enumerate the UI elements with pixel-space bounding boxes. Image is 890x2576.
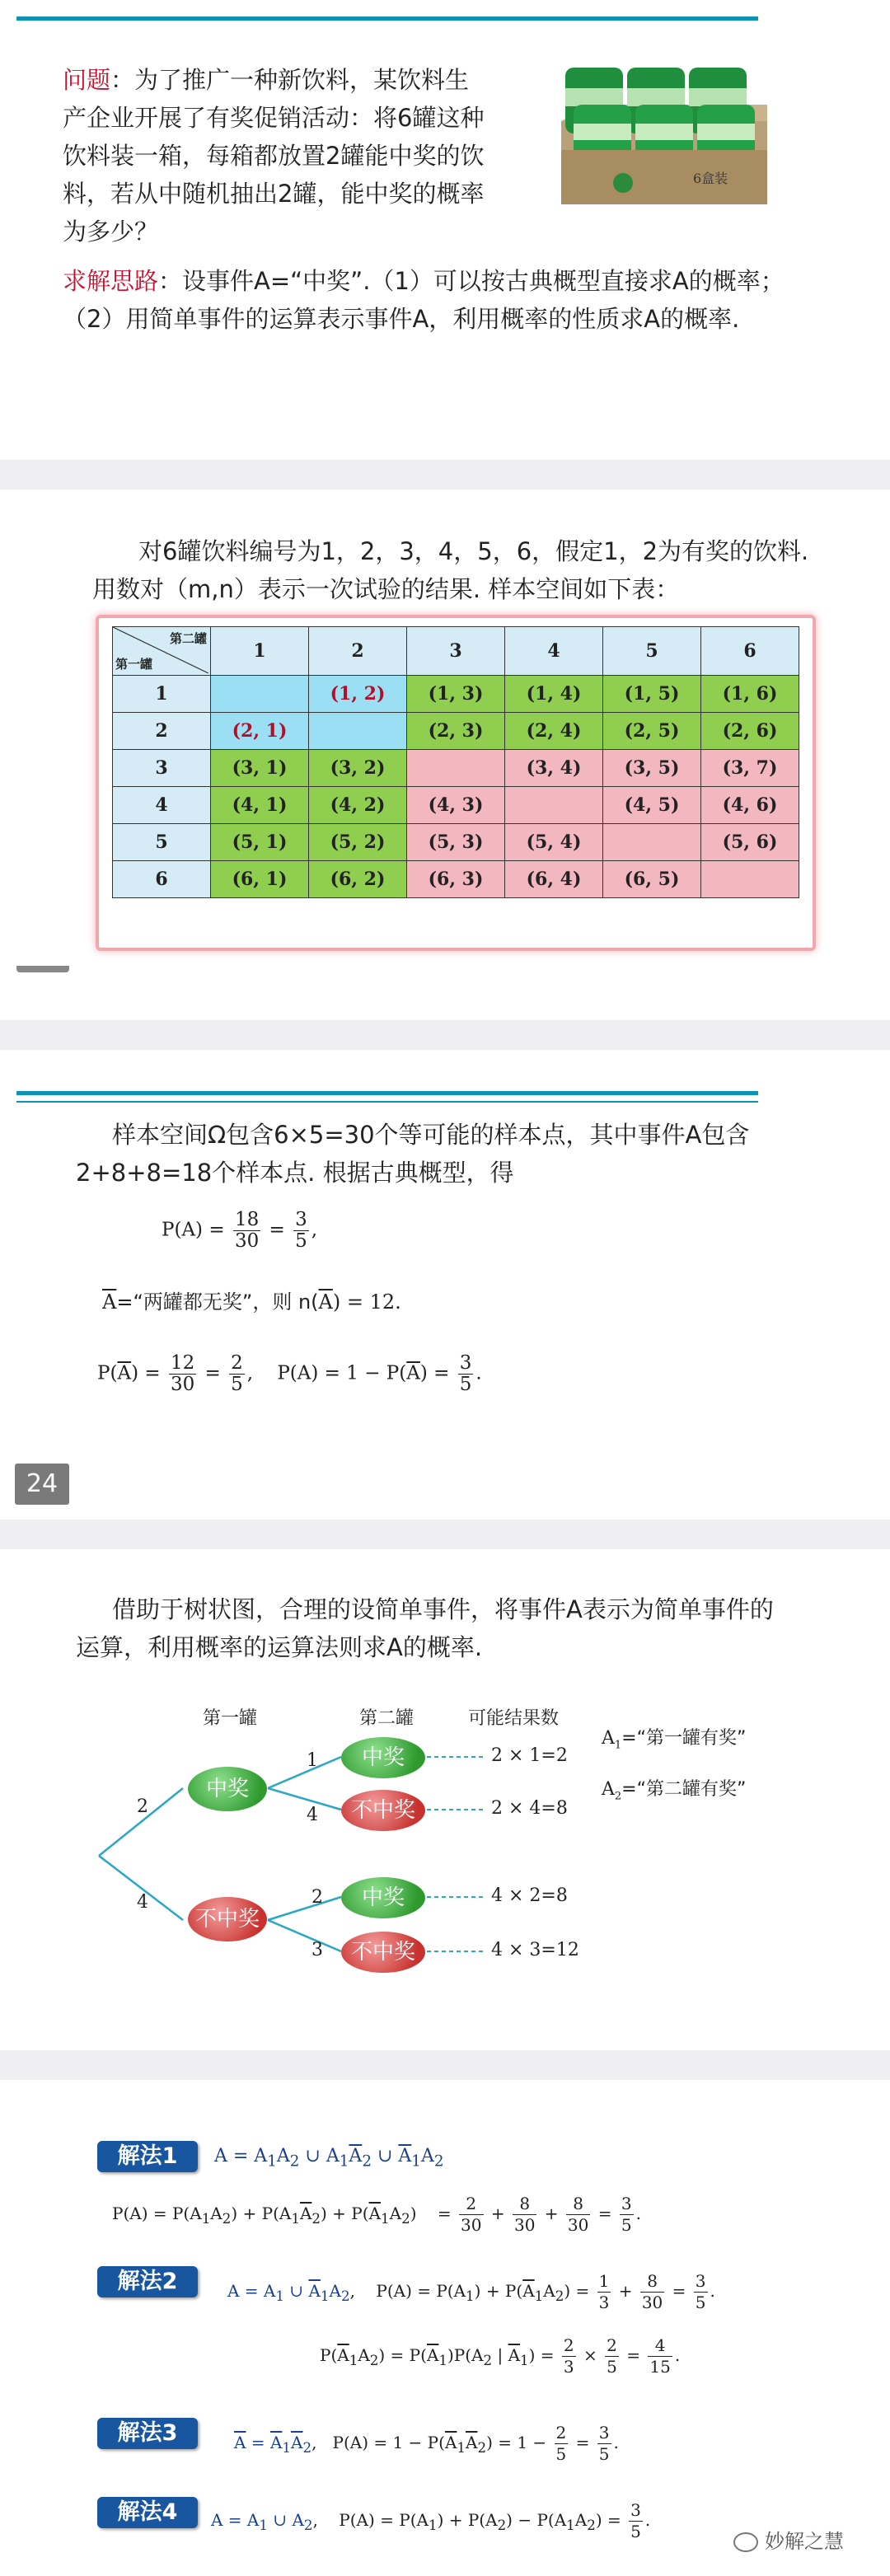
slide-classical-probability [0, 1050, 890, 1520]
column-label-results: 可能结果数 [468, 1708, 560, 1729]
denominator: 30 [170, 1374, 195, 1395]
table-cell [701, 861, 799, 898]
pa-equation: P(A) = $\frac{18}{30}$ = $\frac{3}{5}$ , [162, 1209, 318, 1252]
method-1-badge: 解法1 [97, 2141, 198, 2172]
table-cell: (1, 2) [309, 676, 407, 713]
abar-text: =“两罐都无奖”，则 n( [116, 1290, 319, 1314]
table-cell: (4, 5) [603, 787, 701, 824]
event-a1-text: =“第一罐有奖” [621, 1728, 747, 1749]
table-cell: (6, 4) [505, 861, 603, 898]
pa-lhs: P(A) = [162, 1219, 225, 1241]
table-cell: (5, 4) [505, 824, 603, 861]
intro-line-2: 用数对（m,n）表示一次试验的结果. 样本空间如下表： [92, 575, 680, 603]
sample-space-table [112, 626, 799, 898]
table-row [113, 713, 799, 750]
slide-separator [0, 460, 890, 489]
method-1-expression: $A = A_1A_2$ ∪ $A_1\overline{A}_2$ ∪ $\overline{A}_1A_2$ [214, 2146, 444, 2171]
result-count: 2 × 4=8 [491, 1798, 568, 1819]
top-rule [16, 1091, 758, 1095]
method-3-badge: 解法3 [97, 2418, 198, 2449]
table-cell [505, 787, 603, 824]
edge-label: 1 [307, 1750, 318, 1771]
table-cell: (1, 6) [701, 676, 799, 713]
numerator: 3 [459, 1352, 472, 1374]
event-a2-definition: $A_2=“$第二罐有奖” [602, 1779, 747, 1803]
table-cell [309, 713, 407, 750]
numerator: 3 [295, 1209, 307, 1230]
abar-text-end: ) = 12. [332, 1290, 401, 1314]
problem-line-1: ：为了推广一种新饮料，某饮料生 [110, 66, 470, 94]
table-header-row [113, 627, 799, 676]
method-4-equation: $A = A_1$ ∪ $A_2$, $P(A) = P(A_1) + P(A_2) - P(A_1A_2)$ = $\frac{3}{5}$ . [211, 2500, 651, 2541]
table-cell: (4, 1) [211, 787, 309, 824]
fraction [458, 1353, 474, 1395]
numerator: 2 [231, 1352, 243, 1374]
table-cell: (1, 5) [603, 676, 701, 713]
row-header: 6 [113, 861, 211, 898]
six-pack-illustration [557, 59, 773, 206]
table-cell: (4, 6) [701, 787, 799, 824]
node-second-lose: 不中奖 [341, 1932, 425, 1973]
table-cell: (5, 6) [701, 824, 799, 861]
text-line-2: 2+8+8=18个样本点. 根据古典概型，得 [76, 1159, 514, 1187]
table-cell: (3, 4) [505, 750, 603, 787]
table-cell [407, 750, 505, 787]
table-cell: (3, 1) [211, 750, 309, 787]
slide-separator [0, 1020, 890, 1050]
denominator: 5 [459, 1374, 472, 1395]
table-cell: (2, 3) [407, 713, 505, 750]
numerator: 18 [234, 1209, 260, 1230]
col-header: 4 [505, 627, 603, 676]
result-count: 4 × 3=12 [491, 1940, 579, 1960]
method-2-equation: $A = A_1$ ∪ $\overline{A}_1A_2$, $P(A) = P(A_1) + P(\overline{A}_1A_2)$ = $\frac{1}{3}$ + $\frac{8}{30}$ = $\frac{3}{5}$ . [227, 2271, 715, 2312]
node-second-lose: 不中奖 [341, 1790, 425, 1831]
problem-line-2: 产企业开展了有奖促销活动：将6罐这种 [63, 104, 485, 132]
table-cell: (4, 2) [309, 787, 407, 824]
denominator: 5 [295, 1230, 307, 1252]
fraction [233, 1210, 260, 1252]
pabar-equation: $P(\overline{A})$ = $\frac{12}{30}$ = $\frac{2}{5}$ , $P(A) = 1 - P(\overline{A})$ = $\frac{3}{5}$ . [97, 1352, 482, 1395]
column-label-second: 第二罐 [359, 1708, 415, 1729]
row-header: 5 [113, 824, 211, 861]
column-label-first: 第一罐 [203, 1708, 258, 1729]
approach-paragraph [63, 262, 878, 338]
slide-problem [0, 0, 890, 460]
method-3-equation: $\overline{A} = \overline{A}_1\overline{A}_2$, $P(A) = 1 - P(\overline{A}_1\overline{A}_2) = 1$ − $\frac{2}{5}$ = $\frac{3}{5}$ . [234, 2423, 619, 2464]
col-header: 3 [407, 627, 505, 676]
table-cell: (6, 1) [211, 861, 309, 898]
text-line-1: 样本空间Ω包含6×5=30个等可能的样本点，其中事件A包含 [112, 1121, 750, 1149]
table-row [113, 787, 799, 824]
row-header: 3 [113, 750, 211, 787]
approach-line-1: ：设事件A=“中奖”.（1）可以按古典概型直接求A的概率； [158, 267, 785, 295]
problem-label: 问题 [63, 66, 111, 94]
table-row [113, 750, 799, 787]
slide-separator [0, 2050, 890, 2080]
corner-top-label: 第二罐 [169, 631, 207, 646]
intro-line-1: 对6罐饮料编号为1，2，3，4，5，6，假定1，2为有奖的饮料. [138, 537, 809, 565]
approach-line-2: （2）用简单事件的运算表示事件A，利用概率的性质求A的概率. [63, 305, 740, 333]
slide-sample-space [0, 489, 890, 1020]
edge-label: 4 [307, 1805, 318, 1825]
page-number: 24 [15, 1464, 69, 1505]
row-header: 4 [113, 787, 211, 824]
slide-tab-marker [16, 966, 69, 972]
method-4-badge: 解法4 [97, 2497, 198, 2528]
table-cell: (5, 1) [211, 824, 309, 861]
numerator: 12 [170, 1352, 195, 1374]
table-row [113, 861, 799, 898]
table-row [113, 676, 799, 713]
row-header: 2 [113, 713, 211, 750]
table-cell [211, 676, 309, 713]
table-cell: (2, 4) [505, 713, 603, 750]
table-cell: (2, 1) [211, 713, 309, 750]
table-corner-cell [113, 627, 211, 676]
table-cell: (6, 3) [407, 861, 505, 898]
table-cell: (3, 5) [603, 750, 701, 787]
approach-label: 求解思路 [63, 267, 159, 295]
edge-label: 4 [137, 1892, 148, 1913]
method-2-badge: 解法2 [97, 2266, 198, 2297]
row-header: 1 [113, 676, 211, 713]
edge-label: 3 [312, 1940, 323, 1960]
node-first-win: 中奖 [188, 1767, 267, 1811]
table-cell: (1, 4) [505, 676, 603, 713]
method-2-sub-equation: $P(\overline{A}_1A_2) = P(\overline{A}_1)P(A_2$ | $\overline{A}_1$) = $\frac{2}{3}$ × $\frac{2}{5}$ = $\frac{4}{15}$ . [320, 2335, 681, 2377]
wechat-icon [733, 2532, 758, 2552]
col-header: 6 [701, 627, 799, 676]
watermark-text: 妙解之慧 [765, 2530, 844, 2553]
top-rule-thin [16, 1101, 758, 1103]
event-a1-definition: $A_1=“$第一罐有奖” [602, 1728, 747, 1752]
table-cell: (2, 5) [603, 713, 701, 750]
table-row [113, 824, 799, 861]
table-cell: (3, 2) [309, 750, 407, 787]
table-cell: (3, 7) [701, 750, 799, 787]
edge-label: 2 [137, 1796, 148, 1817]
problem-line-5: 为多少？ [63, 218, 159, 246]
text-line-2: 运算，利用概率的运算法则求A的概率. [76, 1633, 483, 1661]
event-a2-text: =“第二罐有奖” [621, 1779, 747, 1800]
watermark [733, 2525, 844, 2554]
result-count: 2 × 1=2 [491, 1745, 568, 1766]
table-cell: (4, 3) [407, 787, 505, 824]
problem-paragraph [63, 61, 524, 251]
text-line-1: 借助于树状图，合理的设简单事件，将事件A表示为简单事件的 [112, 1595, 774, 1623]
fraction [169, 1353, 196, 1395]
box-label: 6盒装 [693, 171, 728, 186]
method-1-equation: $P(A) = P(A_1A_2) + P(A_1\overline{A}_2) + P(\overline{A}_1A_2)$ = $\frac{2}{30}$ + $\frac{8}{30}$ + $\frac{8}{30}$ = $\frac{3}{5}$ . [112, 2194, 641, 2235]
fraction [293, 1210, 309, 1252]
table-cell [603, 824, 701, 861]
corner-bottom-label: 第一罐 [115, 657, 153, 672]
node-first-lose: 不中奖 [188, 1897, 267, 1941]
slide-tree-diagram [0, 1549, 890, 2050]
table-cell: (6, 5) [603, 861, 701, 898]
denominator: 30 [234, 1230, 260, 1252]
tree-edges [0, 1549, 890, 2044]
top-rule [16, 16, 758, 21]
table-cell: (5, 3) [407, 824, 505, 861]
col-header: 5 [603, 627, 701, 676]
slide-solutions [0, 2080, 890, 2576]
problem-line-4: 料，若从中随机抽出2罐，能中奖的概率 [63, 180, 485, 208]
col-header: 2 [309, 627, 407, 676]
table-cell: (2, 6) [701, 713, 799, 750]
table-cell: (5, 2) [309, 824, 407, 861]
result-count: 4 × 2=8 [491, 1885, 568, 1906]
slide-separator [0, 1520, 890, 1549]
edge-label: 2 [312, 1887, 323, 1908]
fraction [229, 1353, 245, 1395]
node-second-win: 中奖 [341, 1877, 425, 1918]
table-cell: (1, 3) [407, 676, 505, 713]
col-header: 1 [211, 627, 309, 676]
table-cell: (6, 2) [309, 861, 407, 898]
abar-definition: $\overline{A}=“$两罐都无奖”，则 $n(\overline{A}) = 12$. [102, 1290, 401, 1314]
problem-line-3: 饮料装一箱，每箱都放置2罐能中奖的饮 [63, 142, 485, 170]
node-second-win: 中奖 [341, 1737, 425, 1778]
denominator: 5 [231, 1374, 243, 1395]
